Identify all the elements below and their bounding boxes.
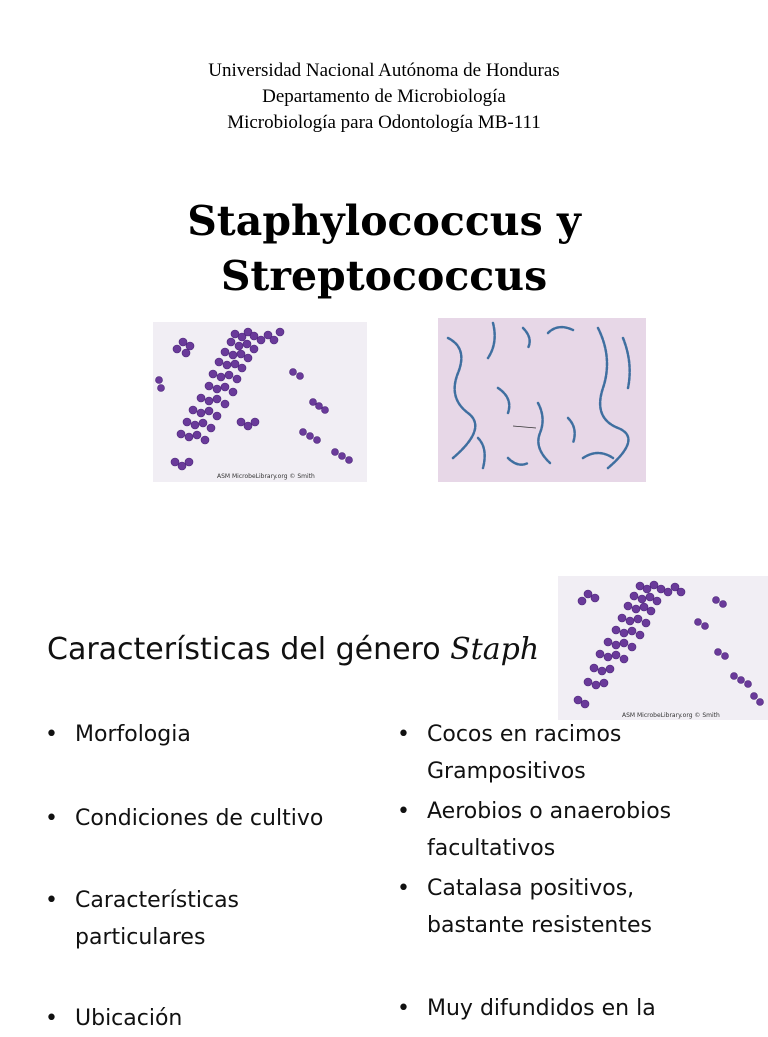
- image-credit-small: ASM MicrobeLibrary.org © Smith: [622, 712, 720, 719]
- bullet-text: Ubicación: [75, 1006, 183, 1031]
- right-bullet-cultivo: [397, 793, 672, 867]
- staph-cluster-drawing: [153, 322, 367, 482]
- department-name: Departamento de Microbiología: [262, 86, 506, 107]
- bullet-text-line-1: Aerobios o anaerobios: [427, 799, 672, 824]
- right-bullet-ubicacion: [397, 990, 656, 1027]
- bullet-text-line-2: facultativos: [427, 836, 556, 861]
- left-bullet-morfologia: [45, 716, 191, 753]
- left-bullet-condiciones: [45, 800, 324, 837]
- left-bullet-caracteristicas: [45, 882, 240, 956]
- bullet-icon: •: [397, 799, 410, 824]
- streptococcus-micrograph: [438, 318, 646, 482]
- bullet-text-line-2: bastante resistentes: [427, 913, 652, 938]
- strep-chain-drawing: [438, 318, 646, 482]
- right-bullet-catalasa: [397, 870, 652, 944]
- staph-cluster-drawing-small: [558, 576, 768, 720]
- bullet-text-line-1: Características: [75, 888, 240, 913]
- bullet-icon: •: [45, 888, 58, 913]
- course-name: Microbiología para Odontología MB-111: [227, 112, 541, 133]
- staphylococcus-micrograph: [153, 322, 367, 482]
- bullet-text-line-1: Catalasa positivos,: [427, 876, 635, 901]
- bullet-icon: •: [397, 996, 410, 1021]
- bullet-icon: •: [397, 876, 410, 901]
- bullet-icon: •: [45, 722, 58, 747]
- bullet-icon: •: [45, 1006, 58, 1031]
- section-heading: [47, 630, 555, 670]
- staphylococcus-micrograph-small: [558, 576, 768, 720]
- title-line-2: Streptococcus: [220, 252, 548, 300]
- bullet-text: Morfologia: [75, 722, 191, 747]
- bullet-text-line-2: Grampositivos: [427, 759, 586, 784]
- title-line-1: Staphylococcus y: [187, 197, 581, 245]
- page-title: [0, 194, 768, 304]
- course-header: [0, 58, 768, 136]
- university-name: Universidad Nacional Autónoma de Honduras: [208, 60, 560, 81]
- bullet-text: Condiciones de cultivo: [75, 806, 324, 831]
- bullet-icon: •: [45, 806, 58, 831]
- image-credit: ASM MicrobeLibrary.org © Smith: [217, 473, 315, 480]
- bullet-icon: •: [397, 722, 410, 747]
- bullet-text-line-2: particulares: [75, 925, 206, 950]
- left-bullet-ubicacion: [45, 1000, 183, 1037]
- section-heading-text: Características del género: [47, 632, 451, 667]
- right-bullet-morfologia: [397, 716, 622, 790]
- section-heading-genus: Staph: [450, 632, 540, 667]
- bullet-text-line-1: Cocos en racimos: [427, 722, 622, 747]
- bullet-text-line-1: Muy difundidos en la: [427, 996, 656, 1021]
